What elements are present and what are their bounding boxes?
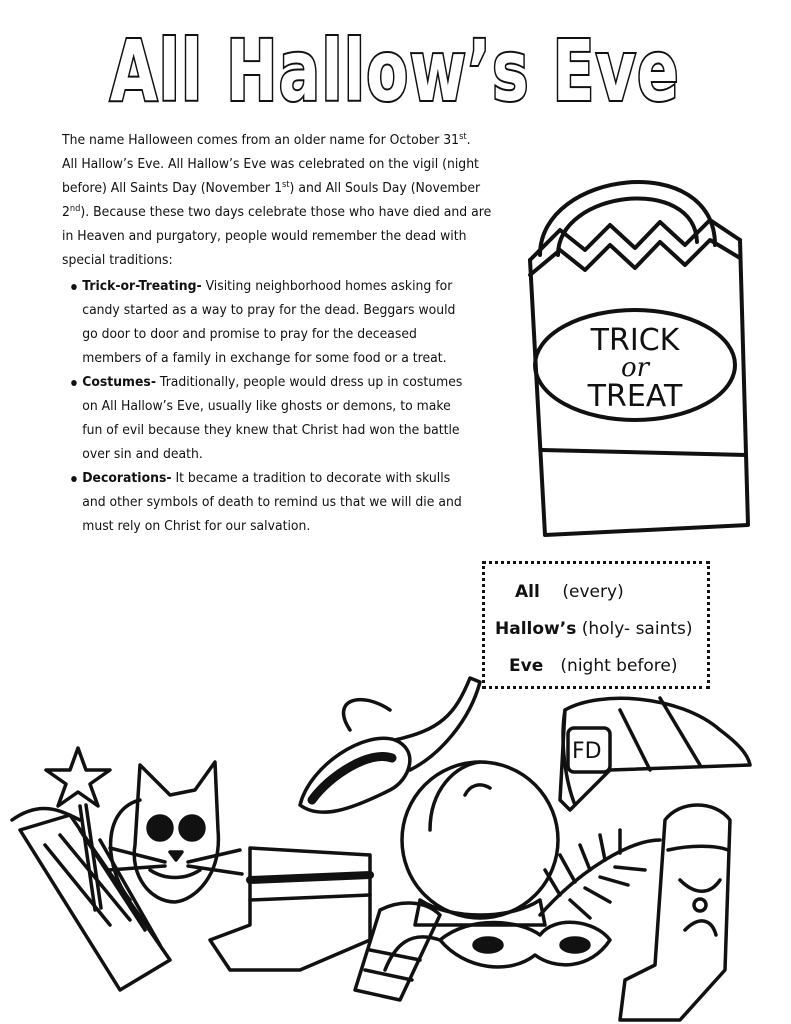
vocab-term: All [515,582,540,602]
bag-text-treat: TREAT [587,379,683,414]
list-item [71,370,467,466]
bullet-text: Traditionally, people would dress up in costumes on All Hallow’s Eve, usually like ghosts or demons, to make fun of evil because they knew that Christ had won the battle over sin and death. [82,374,463,462]
bullet-text: Visiting neighborhood homes asking for candy started as a way to pray for the dead. Beggars would go door to door and promise to pray for the deceased members of a family in exchange for some food or a treat. [82,278,456,366]
bag-text-or: or [620,353,650,383]
title-outline-lettering [0,8,791,118]
vocab-meaning: (holy- saints) [581,619,693,639]
bullet-term: Decorations- [82,470,172,486]
list-item [71,274,467,370]
ordinal-suffix: st [459,132,467,142]
trick-or-treat-bag-illustration [500,150,760,550]
ordinal-suffix: nd [69,204,81,214]
traditions-list [71,274,467,538]
crystal-ball-icon [402,762,558,925]
bag-text-trick: TRICK [590,323,680,358]
microphone-icon [300,678,480,812]
intro-sentence-2: All Hallow’s Eve. All Hallow’s Eve was celebrated on the vigil (night before) All Saints Day (November 1 [62,156,479,196]
vocab-row [485,611,707,648]
vocab-meaning: (night before) [560,656,678,676]
page-title [0,8,791,118]
intro-paragraph [62,128,494,272]
scarf-icon [355,903,440,1000]
intro-sentence-2b: ) and All Souls Day (November 2 [62,180,481,220]
article-body [62,128,494,538]
bullet-term: Costumes- [82,374,156,390]
list-item [71,466,467,538]
intro-period: . [466,132,471,148]
bullet-text: It became a tradition to decorate with skulls and other symbols of death to remind us that we will die and must rely on Christ for our salvation. [82,470,462,534]
vocab-meaning: (every) [562,582,624,602]
intro-sentence-3: Because these two days celebrate those who have died and are in Heaven and purgatory, people would remember the dead with special traditions: [62,204,492,268]
vocab-term: Hallow’s [495,619,577,639]
cat-mask-icon [108,762,242,902]
hat-box-icon [210,848,370,970]
intro-sentence-1: The name Halloween comes from an older name for October 31 [62,132,460,148]
intro-close: ). [80,204,90,220]
ordinal-suffix: st [281,180,290,190]
vocab-row [485,574,707,611]
cowboy-boot-icon [620,805,730,1020]
vocab-term: Eve [509,656,544,676]
bullet-term: Trick-or-Treating- [82,278,202,294]
helmet-badge-text: FD [572,739,602,764]
title-text: All Hallow’s Eve [110,22,680,118]
costume-props-illustration [0,670,791,1024]
